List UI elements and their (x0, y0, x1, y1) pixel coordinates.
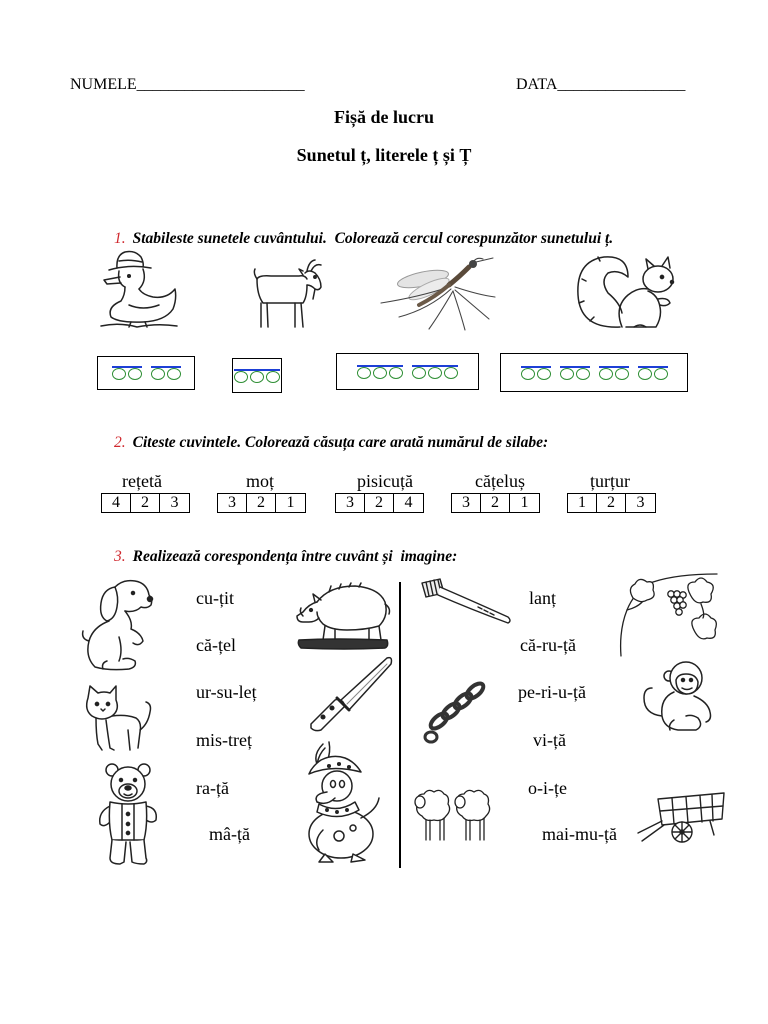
sound-circle (234, 371, 248, 383)
circle-group (234, 369, 280, 383)
circle-group (560, 366, 590, 380)
monkey-icon (638, 658, 718, 734)
match-word: că-țel (196, 635, 236, 655)
circle-group (112, 366, 142, 380)
sound-circle (151, 368, 165, 380)
toothbrush-icon (418, 577, 514, 627)
mosquito-icon (379, 257, 497, 331)
syllable-options (335, 493, 424, 513)
circle-group (412, 365, 458, 379)
sound-circle (537, 368, 551, 380)
syllable-count-cell: 2 (597, 494, 626, 512)
match-word: ra-ță (196, 778, 229, 798)
cat-icon (82, 684, 154, 754)
knife-icon (307, 654, 395, 732)
sound-circle (357, 367, 371, 379)
exercise-number: 3. (114, 548, 126, 565)
sound-circles-box (336, 353, 479, 390)
sound-circle (389, 367, 403, 379)
match-word: ur-su-leț (196, 682, 257, 702)
syllable-word: moț (245, 471, 274, 491)
syllable-count-cell: 1 (568, 494, 597, 512)
duck-icon (289, 740, 389, 864)
circle-group (638, 366, 668, 380)
match-word: mâ-ță (209, 824, 250, 844)
syllable-options (217, 493, 306, 513)
sound-circle (615, 368, 629, 380)
boar-icon (295, 582, 391, 652)
match-word: o-i-țe (528, 778, 567, 798)
sheep-icon (412, 788, 494, 844)
goat-icon (249, 257, 325, 331)
exercise-number: 2. (114, 434, 126, 451)
sound-circle (167, 368, 181, 380)
exercise-3-instruction (114, 547, 457, 567)
circle-group (521, 366, 551, 380)
syllable-count-cell: 3 (170, 494, 179, 511)
syllable-count-cell: 2 (131, 494, 160, 512)
match-word: vi-ță (533, 730, 566, 750)
circle-group (599, 366, 629, 380)
duck-icon (99, 249, 179, 329)
sound-circles-box (232, 358, 282, 393)
syllable-count-cell: 2 (247, 494, 276, 512)
sound-circle (444, 367, 458, 379)
syllable-word: rețetă (122, 471, 162, 491)
match-word: mis-treț (196, 730, 252, 750)
match-word: cu-țit (196, 588, 234, 608)
sound-circle (112, 368, 126, 380)
sound-circles-box (97, 356, 195, 390)
sound-circle (250, 371, 264, 383)
column-divider (399, 582, 401, 868)
cart-icon (636, 791, 726, 845)
sound-circle (638, 368, 652, 380)
bear-icon (96, 762, 160, 866)
exercise-2-instruction (114, 433, 548, 453)
syllable-count-cell: 3 (636, 494, 645, 511)
syllable-word: pisicuță (357, 471, 413, 491)
syllable-count-cell: 3 (452, 494, 481, 512)
instruction-text: Realizează corespondența între cuvânt și imagine: (132, 548, 458, 565)
syllable-count-cell: 2 (365, 494, 394, 512)
instruction-text: Citeste cuvintele. Colorează căsuța care arată numărul de silabe: (132, 434, 549, 451)
page-title: Fișă de lucru (333, 107, 434, 127)
syllable-count-cell: 2 (481, 494, 510, 512)
syllable-count-cell: 4 (404, 494, 413, 511)
match-word: lanț (529, 588, 556, 608)
sound-circle (428, 367, 442, 379)
sound-circle (266, 371, 280, 383)
syllable-options (101, 493, 190, 513)
exercise-number: 1. (114, 230, 126, 247)
exercise-1-instruction (114, 229, 613, 249)
page-subtitle: Sunetul ț, literele ț și Ț (296, 145, 472, 165)
sound-circle (576, 368, 590, 380)
syllable-count-cell: 1 (286, 494, 295, 511)
sound-circle (521, 368, 535, 380)
match-word: pe-ri-u-ță (518, 682, 586, 702)
circle-group (357, 365, 403, 379)
chain-icon (415, 681, 487, 747)
syllable-word: cățeluș (475, 471, 525, 491)
syllable-options (451, 493, 540, 513)
syllable-word: țurțur (590, 471, 630, 491)
sound-circle (560, 368, 574, 380)
syllable-count-cell: 3 (336, 494, 365, 512)
dog-icon (79, 577, 159, 673)
sound-circle (599, 368, 613, 380)
sound-circle (128, 368, 142, 380)
match-word: mai-mu-ță (542, 824, 617, 844)
sound-circle (412, 367, 426, 379)
circle-group (151, 366, 181, 380)
sound-circle (373, 367, 387, 379)
syllable-count-cell: 1 (520, 494, 529, 511)
syllable-count-cell: 3 (218, 494, 247, 512)
match-word: că-ru-ță (520, 635, 576, 655)
sound-circles-box (500, 353, 688, 392)
syllable-options (567, 493, 656, 513)
squirrel-icon (574, 251, 684, 331)
instruction-text: Stabileste sunetele cuvântului. Colorează cercul corespunzător sunetului ț. (132, 230, 614, 247)
grapevine-icon (613, 570, 721, 658)
sound-circle (654, 368, 668, 380)
syllable-count-cell: 4 (102, 494, 131, 512)
date-field-label: DATA________________ (516, 76, 686, 93)
name-field-label: NUMELE_____________________ (70, 76, 305, 93)
